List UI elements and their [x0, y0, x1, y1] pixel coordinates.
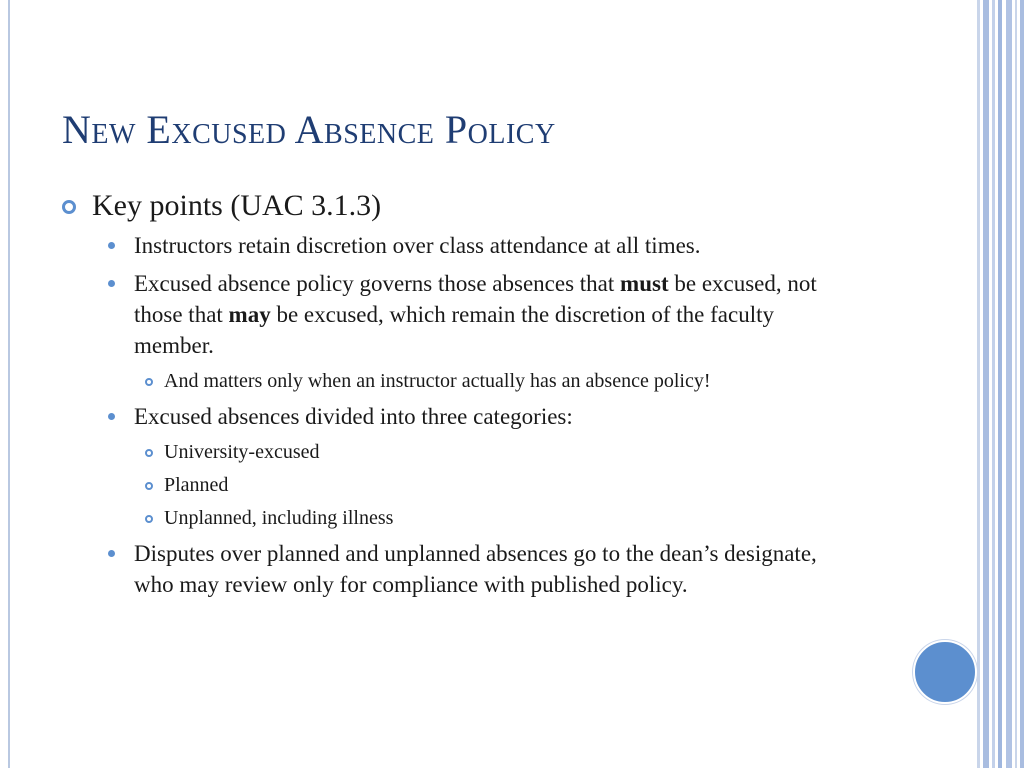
emphasis-may: may [228, 302, 271, 327]
ring-bullet-icon [145, 515, 153, 523]
bullet-text-part: Excused absence policy governs those absences that [134, 271, 621, 296]
category-item [58, 505, 858, 532]
ring-bullet-icon [145, 482, 153, 490]
category-text: Planned [164, 474, 229, 496]
decorative-stripe [992, 0, 995, 768]
slide-body [58, 186, 858, 607]
decorative-circle-icon [913, 640, 977, 704]
bullet-text: Disputes over planned and unplanned absences go to the dean’s designate, who may review only for compliance with published policy. [134, 541, 817, 597]
category-text: University-excused [164, 441, 320, 463]
bullet-text-part: be excused, not those that [134, 271, 817, 327]
bullet-text: Instructors retain discretion over class attendance at all times. [134, 233, 701, 258]
ring-bullet-icon [145, 449, 153, 457]
category-item [58, 439, 858, 466]
decorative-stripe [977, 0, 980, 768]
bullet-disputes [58, 538, 858, 600]
sub-bullet-absence-policy [58, 368, 858, 395]
bullet-key-points [58, 186, 858, 226]
left-border-line [8, 0, 10, 768]
bullet-text: Excused absences divided into three categories: [134, 404, 573, 429]
category-item [58, 472, 858, 499]
dot-bullet-icon [108, 550, 115, 557]
dot-bullet-icon [108, 242, 115, 249]
ring-bullet-icon [145, 378, 153, 386]
bullet-instructors [58, 230, 858, 261]
decorative-stripe [998, 0, 1002, 768]
emphasis-must: must [620, 271, 669, 296]
decorative-stripe [1020, 0, 1024, 768]
bullet-text-part: be excused, which remain the discretion of the faculty member. [134, 302, 774, 358]
decorative-stripe [983, 0, 989, 768]
slide-title: New Excused Absence Policy [62, 107, 556, 152]
key-points-text: Key points (UAC 3.1.3) [92, 189, 382, 222]
sub-bullet-text: And matters only when an instructor actually has an absence policy! [164, 370, 711, 392]
dot-bullet-icon [108, 280, 115, 287]
decorative-stripe [1015, 0, 1017, 768]
category-text: Unplanned, including illness [164, 507, 394, 529]
dot-bullet-icon [108, 413, 115, 420]
ring-bullet-icon [62, 200, 76, 214]
bullet-categories [58, 401, 858, 432]
bullet-excused-policy [58, 268, 858, 361]
decorative-stripe [1006, 0, 1012, 768]
